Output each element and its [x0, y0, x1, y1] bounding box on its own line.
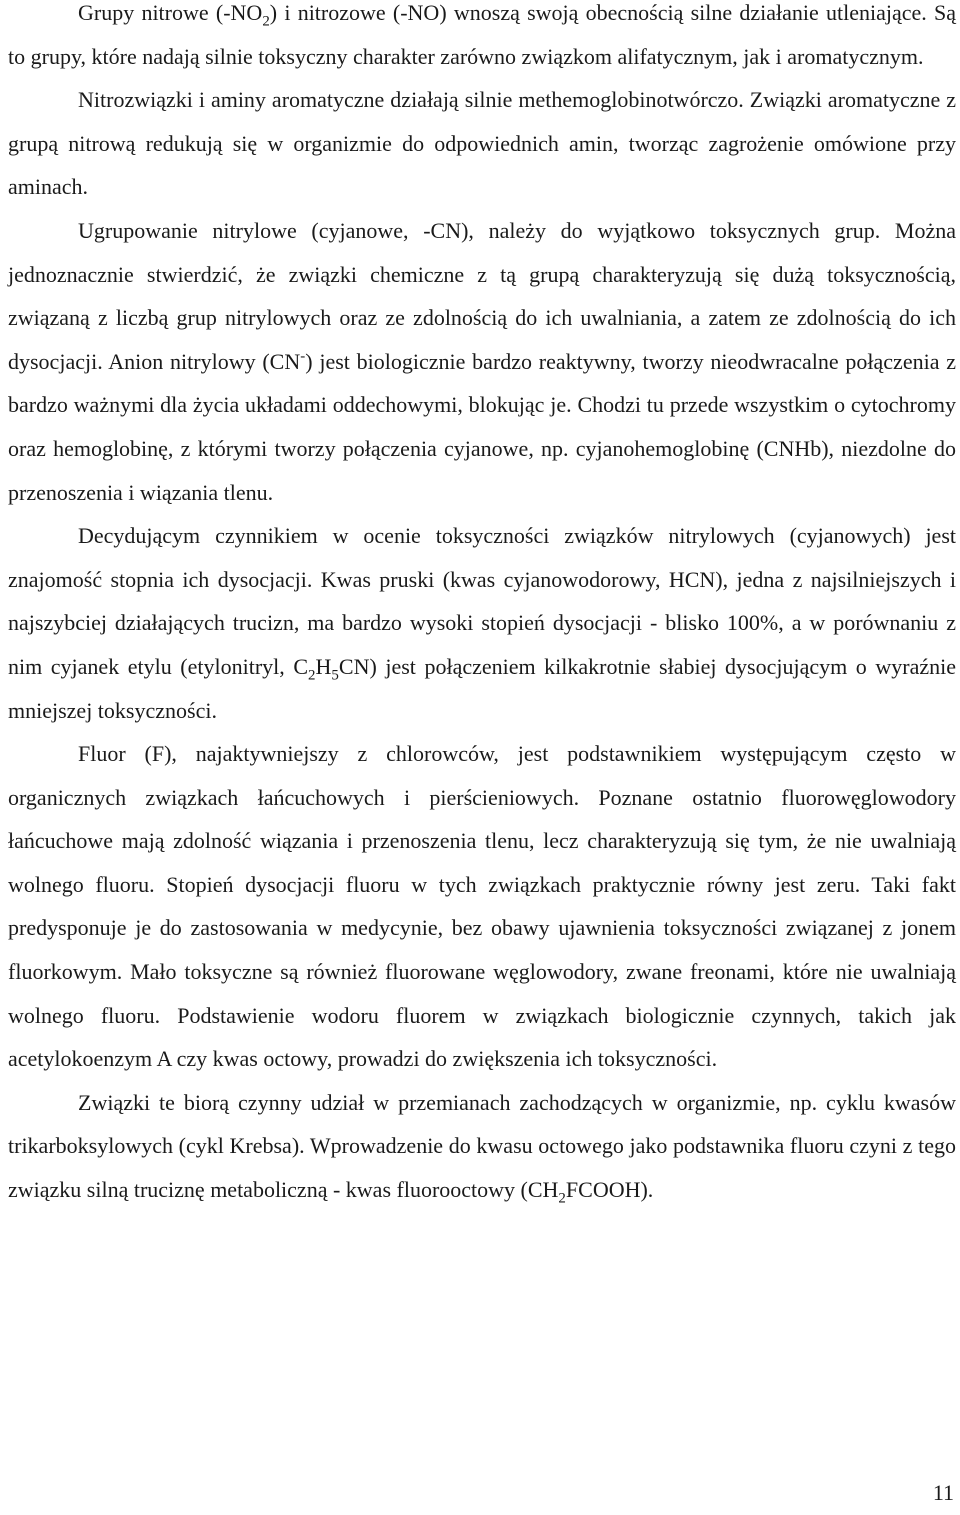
text-run: ) i nitrozowe (-NO) wnoszą swoją obecnością silne działanie utleniające. Są to grupy, które nadają silnie toksyczny charakter zarówno związkom alifatycznym, jak i aromatycznym.	[8, 0, 956, 69]
text-run: H	[315, 653, 332, 679]
subscript: 2	[558, 1190, 566, 1207]
text-run: CN) jest połączeniem kilkakrotnie słabiej dysocjującym o wyraźnie mniejszej toksyczności.	[8, 653, 956, 723]
text-run: Związki te biorą czynny udział w przemianach zachodzących w organizmie, np. cyklu kwasów trikarboksylowych (cykl Krebsa). Wprowadzenie do kwasu octowego jako podstawnika fluoru czyni z tego związku silną truciznę metaboliczną - kwas fluorooctowy (CH	[8, 1089, 956, 1203]
paragraph-dissociation	[8, 514, 956, 732]
subscript: 2	[308, 667, 316, 684]
text-run: Decydującym czynnikiem w ocenie toksyczności związków nitrylowych (cyjanowych) jest znajomość stopnia ich dysocjacji. Kwas pruski (kwas cyjanowodorowy, HCN), jedna z najsilniejszych i najszybciej działających trucizn, ma bardzo wysoki stopień dysocjacji - blisko 100%, a w porównaniu z nim cyjanek etylu (etylonitryl, C	[8, 523, 956, 679]
paragraph-fluorine	[8, 732, 956, 1081]
text-run: Fluor (F), najaktywniejszy z chlorowców, jest podstawnikiem występującym często w organicznych związkach łańcuchowych i pierścieniowych. Poznane ostatnio fluorowęglowodory łańcuchowe mają zdolność wiązania i przenoszenia tlenu, lecz charakteryzują się tym, że nie uwalniają wolnego fluoru. Stopień dysocjacji fluoru w tych związkach praktycznie równy jest zeru. Taki fakt predysponuje je do zastosowania w medycynie, bez obawy ujawnienia toksyczności związanej z jonem fluorkowym. Mało toksyczne są również fluorowane węglowodory, zwane freonami, które nie uwalniają wolnego fluoru. Podstawienie wodoru fluorem w związkach biologicznie czynnych, takich jak acetylokoenzym A czy kwas octowy, prowadzi do zwiększenia ich toksyczności.	[8, 741, 956, 1072]
paragraph-nitro-compounds	[8, 78, 956, 209]
superscript: -	[300, 348, 306, 365]
paragraph-krebs-cycle	[8, 1081, 956, 1212]
text-run: Ugrupowanie nitrylowe (cyjanowe, -CN), należy do wyjątkowo toksycznych grup. Można jednoznacznie stwierdzić, że związki chemiczne z tą grupą charakteryzują się dużą toksycznością, związaną z liczbą grup nitrylowych oraz ze zdolnością do ich uwalniania, a zatem ze zdolnością do ich dysocjacji. Anion nitrylowy (CN	[8, 217, 956, 374]
text-run: FCOOH).	[565, 1177, 654, 1203]
paragraph-nitro-groups	[8, 0, 956, 78]
subscript: 5	[331, 667, 339, 684]
subscript: 2	[262, 13, 270, 30]
text-run: Grupy nitrowe (-NO	[78, 0, 263, 25]
paragraph-nitrile-group	[8, 209, 956, 514]
text-run: Nitrozwiązki i aminy aromatyczne działają silnie methemoglobinotwórczo. Związki aromatyczne z grupą nitrową redukują się w organizmie do odpowiednich amin, tworząc zagrożenie omówione przy aminach.	[8, 87, 956, 200]
document-page	[8, 0, 956, 1212]
text-run: ) jest biologicznie bardzo reaktywny, tworzy nieodwracalne połączenia z bardzo ważnymi dla życia układami oddechowymi, blokując je. Chodzi tu przede wszystkim o cytochromy oraz hemoglobinę, z którymi tworzy połączenia cyjanowe, np. cyjanohemoglobinę (CNHb), niezdolne do przenoszenia i wiązania tlenu.	[8, 348, 956, 505]
page-number: 11	[932, 1480, 954, 1505]
